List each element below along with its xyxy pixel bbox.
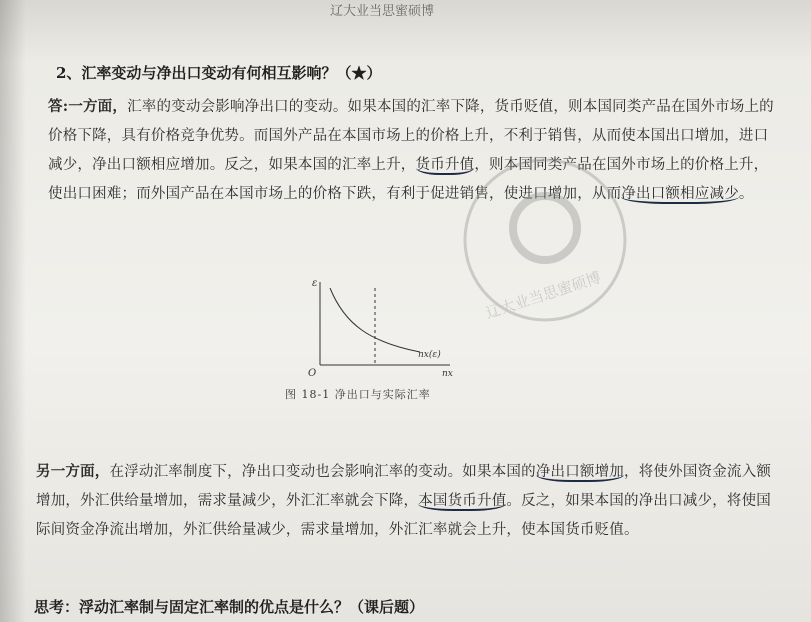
answer-text-end: 。 [738, 186, 754, 202]
curve-label: nx(ε) [418, 350, 441, 360]
answer-text-2: ，则本国同类产品在国外市场上的价格上升，使出口困难；而外国产品在本国市场上的价格下跌，有利于促进销售，使进口增加，从而 [48, 157, 769, 202]
answer-text: 汇率的变动会影响净出口的变动。如果本国的汇率下降，货币贬值，则本国同类产品在国外市场上的价格下降，具有价格竞争优势。而国外产品在本国市场上的价格上升，不利于销售，从而使本国出口增加，进口减少，净出口额相应增加。反之，如果本国的汇率上升， [48, 99, 774, 173]
second-lead: 另一方面， [36, 463, 110, 480]
second-text-3: 。反之，如果本国的净出口减少，将使国际间资金净流出增加，外汇供给量减少，需求量增加，外汇汇率就会上升，使本国货币贬值。 [36, 493, 772, 538]
question-title: 2、汇率变动与净出口变动有何相互影响？（★） [56, 64, 382, 82]
figure-caption: 图 18-1 净出口与实际汇率 [285, 388, 431, 401]
answer-paragraph [48, 92, 776, 209]
underline-net-export-decrease: 净出口额相应减少 [621, 186, 739, 202]
second-text: 在浮动汇率制度下，净出口变动也会影响汇率的变动。如果本国的 [109, 464, 536, 480]
curve-diagram [300, 270, 460, 380]
second-text-2: ，将使外国资金流入额增加，外汇供给量增加，需求量减少，外汇汇率就会下降， [36, 464, 772, 509]
y-axis-label: ε [312, 278, 318, 289]
think-question: 思考：浮动汇率制与固定汇率制的优点是什么？（课后题） [34, 598, 425, 616]
x-axis-label: nx [442, 369, 453, 379]
watermark-text: 辽大业当思蜜硕博 [483, 268, 604, 323]
second-paragraph [36, 457, 776, 545]
page-binding-shadow [0, 0, 26, 622]
origin-label: O [308, 368, 317, 379]
underline-net-export-increase: 净出口额增加 [535, 464, 625, 480]
underline-domestic-appreciation: 本国货币升值 [418, 493, 507, 509]
underline-currency-appreciation: 货币升值 [415, 157, 475, 173]
page-header: 辽大业当思蜜硕博 [330, 4, 435, 19]
figure-net-export-curve [300, 270, 460, 380]
answer-lead: 答:一方面， [48, 98, 128, 115]
